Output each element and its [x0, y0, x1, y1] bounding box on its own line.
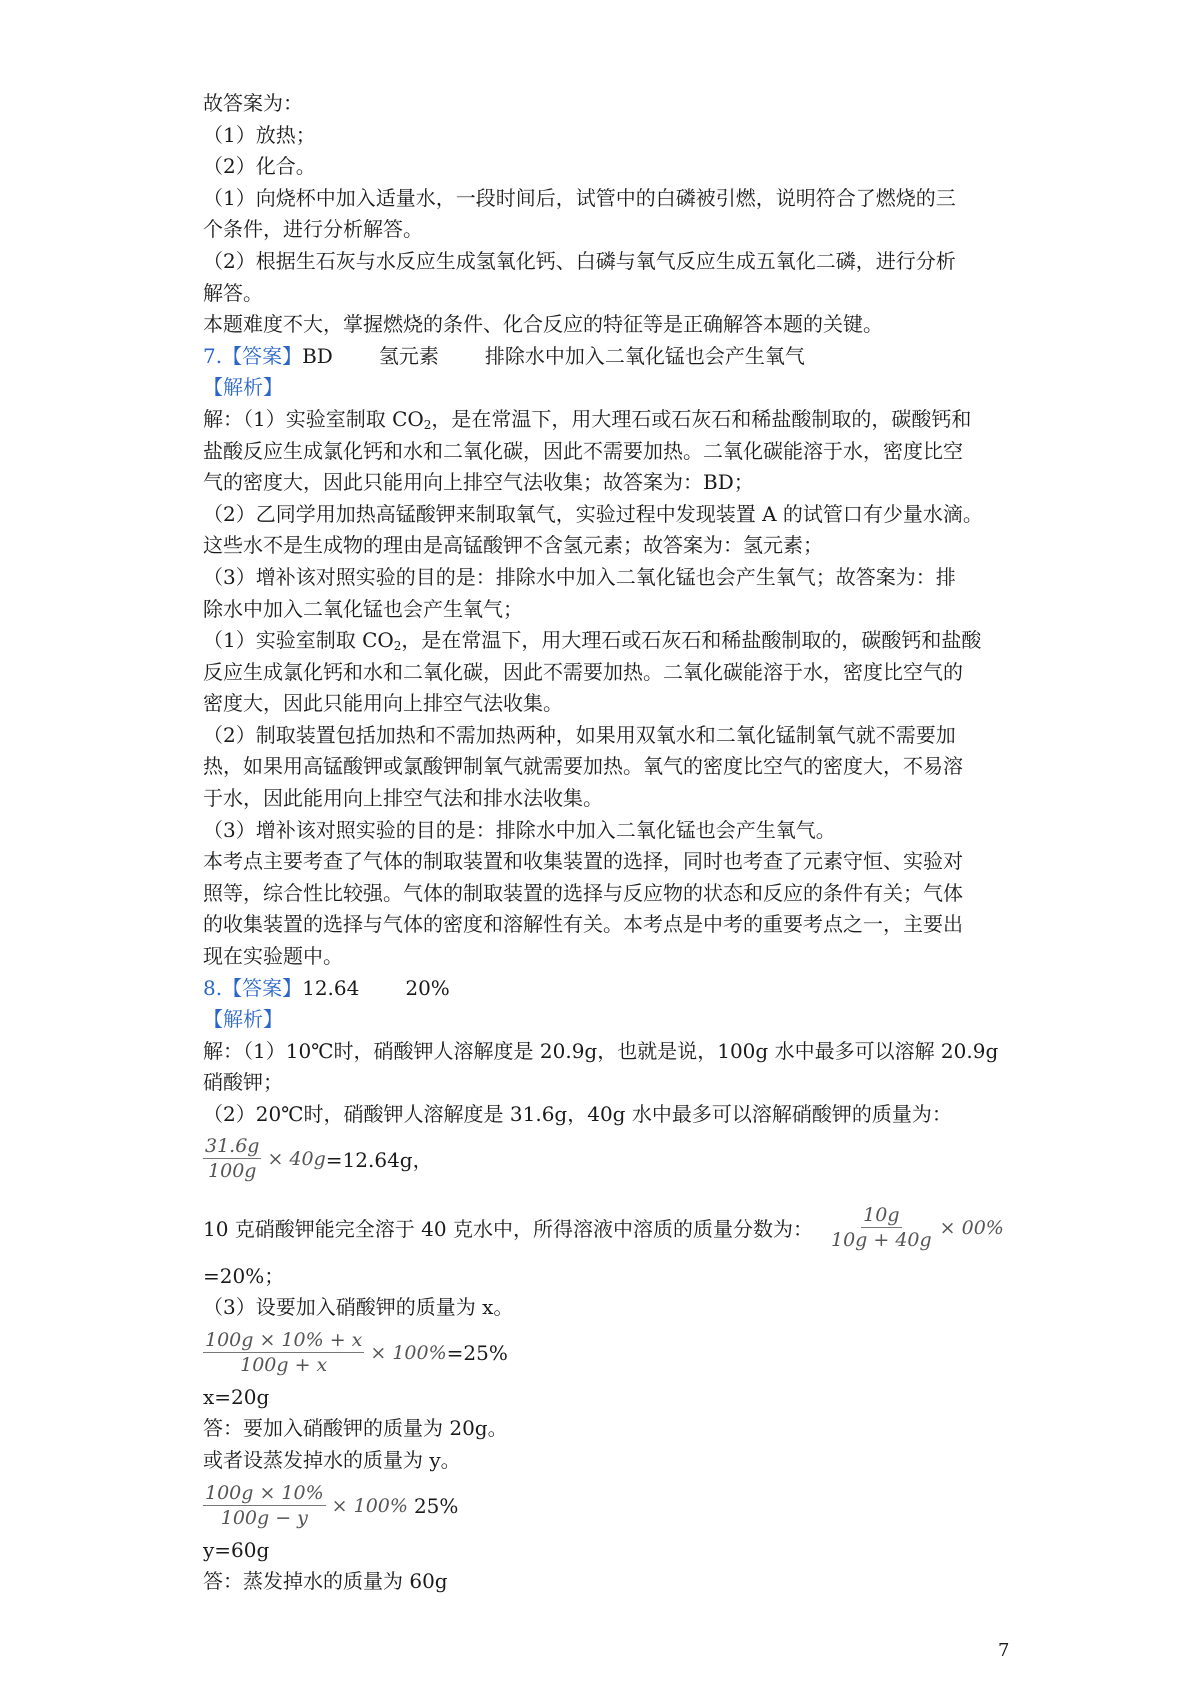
- formula-2-line: 10 克硝酸钾能完全溶于 40 克水中，所得溶液中溶质的质量分数为： $\frac{10g}{10g + 40g}$ × 00%: [203, 1204, 1004, 1252]
- fraction: $\frac{100g \times 10\%}{100g - y}$: [205, 1482, 324, 1530]
- q7-number: 7.: [203, 343, 223, 368]
- q7-answer-2: 氢元素: [378, 343, 439, 368]
- text-line: 密度大，因此只能用向上排空气法收集。: [203, 691, 563, 716]
- text-line: 解答。: [203, 280, 263, 305]
- text-line: 答：要加入硝酸钾的质量为 20g。: [203, 1416, 508, 1441]
- text-line: 本题难度不大，掌握燃烧的条件、化合反应的特征等是正确解答本题的关键。: [203, 312, 883, 337]
- text-line: 解：（1）实验室制取 $CO_2$，是在常温下，用大理石或石灰石和稀盐酸制取的，碳酸钙和: [203, 406, 972, 432]
- text-line: 盐酸反应生成氯化钙和水和二氧化碳，因此不需要加热。二氧化碳能溶于水，密度比空: [203, 438, 963, 463]
- formula-4: $\frac{100g \times 10\%}{100g - y}$ × 100% 25%: [205, 1482, 459, 1530]
- q8-answer-2: 20%: [405, 975, 450, 1000]
- text-line: （3）增补该对照实验的目的是：排除水中加入二氧化锰也会产生氧气；故答案为：排: [203, 564, 956, 589]
- fraction: $\frac{31.6g}{100g}$: [205, 1135, 260, 1183]
- text-line: 反应生成氯化钙和水和二氧化碳，因此不需要加热。二氧化碳能溶于水，密度比空气的: [203, 659, 963, 684]
- text-line: （2）20℃时，硝酸钾人溶解度是 31.6g，40g 水中最多可以溶解硝酸钾的质量为：: [203, 1102, 952, 1126]
- text-line: （3）增补该对照实验的目的是：排除水中加入二氧化锰也会产生氧气。: [203, 817, 836, 842]
- text-line: 现在实验题中。: [203, 944, 343, 969]
- text-line: （2）乙同学用加热高锰酸钾来制取氧气，实验过程中发现装置 A 的试管口有少量水滴。: [203, 501, 983, 526]
- q7-answer-3: 排除水中加入二氧化锰也会产生氧气: [484, 343, 805, 368]
- text-line: （1）向烧杯中加入适量水，一段时间后，试管中的白磷被引燃，说明符合了燃烧的三: [203, 185, 956, 210]
- q7-answer-1: BD: [302, 343, 333, 368]
- text-line: 故答案为：: [203, 91, 303, 115]
- text-line: 或者设蒸发掉水的质量为 y。: [203, 1447, 461, 1472]
- answer-tag: 【答案】: [222, 975, 303, 1000]
- text-line: （2）制取装置包括加热和不需加热两种，如果用双氧水和二氧化锰制氧气就不需要加: [203, 722, 956, 747]
- formula-3: $\frac{100g \times 10\% + x}{100g + x}$ × 100% =25%: [205, 1329, 508, 1377]
- text-line: （1）实验室制取 $CO_2$，是在常温下，用大理石或石灰石和稀盐酸制取的，碳酸钙和盐酸: [203, 628, 982, 654]
- q7-answer-line: [203, 341, 1015, 373]
- analysis-tag: 【解析】: [203, 1007, 283, 1032]
- answer-tag: 【答案】: [222, 343, 303, 368]
- text-line: y=60g: [203, 1537, 270, 1562]
- document-body: [203, 88, 1015, 1598]
- text-line: （3）设要加入硝酸钾的质量为 x。: [203, 1295, 514, 1320]
- text-line: （1）放热；: [203, 122, 316, 147]
- text-line: 本考点主要考查了气体的制取装置和收集装置的选择，同时也考查了元素守恒、实验对: [203, 849, 963, 874]
- text-line: （2）化合。: [203, 154, 316, 179]
- text-line: 于水，因此能用向上排空气法和排水法收集。: [203, 786, 603, 811]
- text-line: =20%；: [203, 1263, 285, 1288]
- text-line: 气的密度大，因此只能用向上排空气法收集；故答案为：BD；: [203, 470, 754, 495]
- text-line: 硝酸钾；: [203, 1070, 283, 1095]
- text-line: 的收集装置的选择与气体的密度和溶解性有关。本考点是中考的重要考点之一，主要出: [203, 912, 963, 937]
- q8-answer-line: [203, 973, 1015, 1005]
- fraction: $\frac{100g \times 10\% + x}{100g + x}$: [205, 1329, 363, 1377]
- q8-number: 8.: [203, 975, 223, 1000]
- text-line: 个条件，进行分析解答。: [203, 217, 423, 242]
- analysis-tag: 【解析】: [203, 375, 283, 400]
- text-line: 照等，综合性比较强。气体的制取装置的选择与反应物的状态和反应的条件有关；气体: [203, 880, 963, 905]
- fraction: $\frac{10g}{10g + 40g}$: [830, 1204, 932, 1252]
- text-line: x=20g: [203, 1384, 270, 1409]
- formula-1: $\frac{31.6g}{100g}$ × 40g =12.64g，: [205, 1135, 433, 1183]
- text-line: 热，如果用高锰酸钾或氯酸钾制氧气就需要加热。氧气的密度比空气的密度大，不易溶: [203, 754, 963, 779]
- text-line: 这些水不是生成物的理由是高锰酸钾不含氢元素；故答案为：氢元素；: [203, 533, 823, 558]
- text-line: 除水中加入二氧化锰也会产生氧气；: [203, 596, 523, 621]
- page-number: 7: [998, 1640, 1010, 1661]
- text-line: 解：（1）10℃时，硝酸钾人溶解度是 20.9g，也就是说，100g 水中最多可以溶解 20.9g: [203, 1038, 999, 1063]
- text-line: 答：蒸发掉水的质量为 60g: [203, 1569, 448, 1594]
- q8-answer-1: 12.64: [302, 975, 360, 1000]
- text-line: （2）根据生石灰与水反应生成氢氧化钙、白磷与氧气反应生成五氧化二磷，进行分析: [203, 248, 956, 273]
